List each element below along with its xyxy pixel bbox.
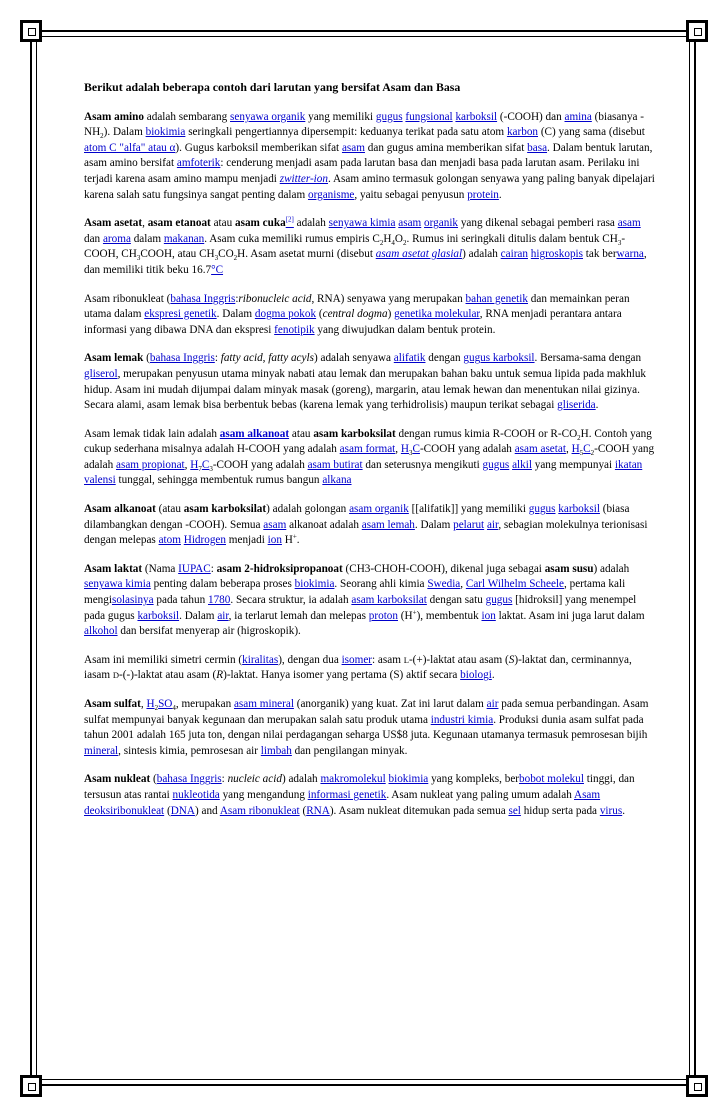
text-run: central dogma — [322, 308, 388, 321]
hyperlink[interactable]: asam — [617, 217, 641, 230]
text-run: dengan satu — [426, 594, 486, 607]
hyperlink[interactable]: DNA — [170, 804, 195, 817]
text-run: + — [292, 532, 297, 541]
text-run: : — [214, 352, 221, 365]
hyperlink[interactable]: ion — [267, 534, 282, 547]
bold-term: Asam alkanoat — [84, 503, 156, 516]
text-run: ( — [143, 352, 150, 365]
text-run: yang memiliki — [305, 110, 376, 123]
hyperlink[interactable]: bahasa Inggris — [170, 292, 236, 305]
text-run: seringkali pengertiannya dipersempit: keduanya terikat pada satu atom — [185, 126, 507, 139]
text-run: . Dalam — [216, 308, 255, 321]
text-run: 2 — [233, 254, 238, 263]
hyperlink[interactable]: bahan genetik — [465, 292, 528, 305]
text-run: , dan memiliki titik beku 16.7 — [84, 248, 647, 276]
text-run: . Asam amino termasuk golongan senyawa yang paling banyak dipelajari karena salah satu fungsinya sangat penting dalam — [84, 172, 655, 201]
hyperlink[interactable]: bobot molekul — [519, 773, 584, 786]
text-run: 2 — [590, 449, 595, 458]
text-run: R — [216, 669, 224, 682]
hyperlink[interactable]: warna — [616, 248, 644, 261]
bold-term: Asam sulfat — [84, 698, 141, 710]
text-run: 2 — [403, 238, 407, 247]
text-run: ( — [164, 804, 171, 817]
hyperlink[interactable]: gugus — [482, 458, 510, 471]
hyperlink[interactable]: alifatik — [393, 352, 426, 365]
text-run: (CH3-CHOH-COOH), dikenal juga sebagai — [342, 562, 545, 575]
text-run: . — [491, 669, 495, 682]
text-run: H. Asam asetat murni (disebut — [237, 248, 376, 261]
bold-term: asam cuka — [235, 217, 286, 230]
paragraph — [84, 216, 658, 278]
text-run: , — [140, 698, 147, 710]
text-run: ( — [150, 773, 157, 786]
text-run: . — [296, 534, 300, 547]
text-run: ( — [299, 804, 307, 817]
text-run: dalam — [130, 232, 164, 245]
text-run: : — [221, 773, 228, 786]
bold-term: asam karboksilat — [183, 503, 267, 516]
text-run: ) adalah — [281, 773, 321, 786]
text-run: (anorganik) yang kuat. Zat ini larut dalam — [293, 698, 487, 710]
text-run: . Bersama-sama dengan — [534, 352, 642, 365]
text-run: 4 — [391, 238, 395, 247]
hyperlink[interactable]: fenotipik — [274, 323, 315, 336]
text-run: , — [565, 443, 572, 456]
hyperlink[interactable]: ikatan valensi — [84, 458, 643, 487]
text-run: . — [622, 804, 625, 817]
paragraph — [84, 351, 658, 413]
hyperlink[interactable]: H — [571, 443, 580, 456]
text-run: , merupakan — [175, 698, 234, 710]
text-run: laktat. Asam ini juga larut dalam — [495, 609, 645, 622]
text-run: tak ber — [583, 248, 617, 261]
text-run: CO — [218, 248, 234, 261]
hyperlink[interactable]: Carl Wilhelm Scheele — [465, 578, 564, 591]
text-run: dan bersifat menyerap air (higroskopik). — [117, 625, 301, 638]
text-run: 3 — [214, 254, 219, 263]
hyperlink[interactable]: industri kimia — [430, 713, 494, 726]
hyperlink[interactable]: H — [146, 698, 155, 710]
hyperlink[interactable]: asam mineral — [233, 698, 294, 710]
bold-term: asam susu — [544, 562, 594, 575]
text-run: [hidroksil] yang menempel pada gugus — [84, 594, 637, 622]
hyperlink[interactable]: karboksil — [558, 503, 600, 516]
text-run: L — [403, 654, 409, 665]
hyperlink[interactable]: H — [400, 443, 409, 456]
text-run: , RNA menjadi perantara antara informasi yang dibawa DNA dan ekspresi — [84, 308, 622, 336]
text-run: ) adalah senyawa — [313, 352, 394, 365]
hyperlink[interactable]: asam alkanoat — [219, 427, 290, 440]
hyperlink[interactable]: asam organik — [349, 503, 409, 516]
text-run: -(-)-laktat atau asam ( — [119, 669, 217, 682]
text-run: 2 — [577, 433, 581, 442]
text-run: -COOH yang adalah — [212, 458, 308, 471]
document-body — [84, 72, 658, 832]
hyperlink[interactable]: isomer — [341, 653, 373, 666]
hyperlink[interactable]: biologi — [460, 669, 492, 682]
text-run: 7 — [198, 465, 202, 474]
text-run: , yaitu sebagai penyusun — [354, 188, 468, 201]
text-run: (C) yang sama (disebut — [538, 126, 645, 139]
text-run: adalah sembarang — [143, 110, 231, 123]
hyperlink[interactable]: Hidrogen — [183, 534, 226, 547]
hyperlink[interactable]: ion — [481, 609, 496, 622]
text-run: atau — [289, 427, 314, 440]
corner-ornament-icon — [686, 1075, 708, 1097]
hyperlink[interactable]: atom — [158, 534, 181, 547]
hyperlink[interactable]: makanan — [163, 232, 205, 245]
hyperlink[interactable]: asam karboksilat — [351, 594, 427, 607]
hyperlink[interactable]: Asam deoksiribonukleat — [84, 788, 601, 817]
hyperlink[interactable]: gugus karboksil — [463, 352, 535, 365]
hyperlink[interactable]: atom C "alfa" atau α — [84, 141, 176, 154]
text-run: tinggi, dan tersusun atas rantai — [84, 773, 635, 801]
text-run: Asam ini memiliki simetri cermin ( — [84, 653, 243, 666]
text-run: H. Contoh yang cukup sederhana misalnya adalah H-COOH yang adalah — [84, 427, 652, 456]
text-run: , — [184, 458, 191, 471]
bold-term: asam 2-hidroksipropanoat — [216, 562, 343, 575]
text-run: alkanoat adalah — [286, 518, 362, 531]
text-run: , RNA) senyawa yang merupakan — [311, 292, 466, 305]
text-run: 2 — [100, 132, 104, 141]
hyperlink[interactable]: Asam ribonukleat — [219, 804, 300, 817]
text-run: . Rumus ini seringkali ditulis dalam bentuk CH — [406, 232, 618, 245]
hyperlink[interactable]: senyawa kimia — [84, 578, 151, 591]
text-run: nucleic acid — [227, 773, 282, 786]
text-run: ). Gugus karboksil memberikan sifat — [175, 141, 342, 154]
hyperlink[interactable]: ekspresi genetik — [144, 308, 217, 321]
hyperlink[interactable]: virus — [599, 804, 623, 817]
text-run: 2 — [379, 238, 384, 247]
bold-term: asam karboksilat — [313, 427, 396, 440]
hyperlink[interactable]: amfoterik — [176, 157, 221, 170]
text-run: Asam ribonukleat ( — [84, 292, 171, 305]
hyperlink[interactable]: genetika molekular — [394, 308, 480, 321]
hyperlink[interactable]: cairan — [500, 248, 528, 261]
hyperlink[interactable]: proton — [368, 609, 398, 622]
hyperlink[interactable]: asam — [341, 141, 365, 154]
hyperlink[interactable]: karboksil — [137, 609, 180, 622]
hyperlink[interactable]: fungsional — [405, 110, 453, 123]
hyperlink[interactable]: gliserol — [84, 367, 118, 380]
text-run: , sebagian molekulnya terionisasi dengan melepas — [84, 518, 648, 547]
paragraph — [84, 653, 658, 684]
text-run: 2 — [154, 704, 159, 713]
text-run: . Dalam bentuk larutan, asam amino bersifat — [84, 141, 653, 170]
text-run: 3 — [209, 465, 213, 474]
hyperlink[interactable]: air — [217, 609, 229, 622]
text-run: : asam — [372, 653, 404, 666]
text-run: (H — [398, 609, 413, 622]
hyperlink[interactable]: alkohol — [84, 625, 118, 638]
hyperlink[interactable]: asam — [263, 518, 287, 531]
hyperlink[interactable]: informasi genetik — [307, 788, 387, 801]
text-run: hidup serta pada — [520, 804, 600, 817]
hyperlink[interactable]: solasinya — [111, 594, 154, 607]
hyperlink[interactable]: asam butirat — [307, 458, 363, 471]
text-run: dengan rumus kimia R-COOH or R-CO — [395, 427, 578, 440]
hyperlink[interactable]: Swedia — [427, 578, 461, 591]
text-run: . Dalam — [414, 518, 454, 531]
text-run: ). Dalam — [103, 126, 146, 139]
text-run: . — [498, 188, 502, 201]
text-run: penting dalam beberapa proses — [150, 578, 295, 591]
hyperlink[interactable]: air — [486, 698, 499, 710]
text-run: yang diwujudkan dalam bentuk protein. — [314, 323, 496, 336]
hyperlink[interactable]: kiralitas — [242, 653, 279, 666]
text-run: -COOH, CH — [84, 232, 626, 261]
text-run: ) adalah — [462, 248, 501, 261]
paragraph — [84, 110, 658, 204]
hyperlink[interactable]: limbah — [260, 744, 292, 757]
text-run: ) and — [194, 804, 220, 817]
hyperlink[interactable]: dogma pokok — [254, 308, 317, 321]
hyperlink[interactable]: alkana — [322, 474, 352, 487]
hyperlink[interactable]: organik — [424, 217, 459, 230]
text-run: menjadi — [226, 534, 268, 547]
hyperlink[interactable]: biokimia — [388, 773, 429, 786]
hyperlink[interactable]: karboksil — [455, 110, 498, 123]
hyperlink[interactable]: asam lemah — [361, 518, 415, 531]
hyperlink[interactable]: gliserida — [557, 399, 596, 412]
text-run: . Asam nukleat yang paling umum adalah — [386, 788, 574, 801]
hyperlink[interactable]: sel — [508, 804, 521, 817]
hyperlink[interactable]: organisme — [308, 188, 355, 201]
text-run: dan gugus amina memberikan sifat — [364, 141, 528, 154]
text-run: H — [281, 534, 293, 547]
hyperlink[interactable]: zwitter-ion — [279, 172, 328, 185]
text-run: )-laktat dan, cerminannya, iasam — [84, 653, 632, 682]
paragraph — [84, 502, 658, 549]
hyperlink[interactable]: pelarut — [453, 518, 485, 531]
text-run: -COOH yang adalah — [419, 443, 515, 456]
text-run: 4 — [172, 704, 176, 713]
hyperlink[interactable]: asam propionat — [116, 458, 185, 471]
text-run: -(+)-laktat atau asam ( — [408, 653, 509, 666]
text-run: atau — [210, 217, 236, 230]
text-run: D — [112, 670, 120, 681]
corner-ornament-icon — [20, 20, 42, 42]
hyperlink[interactable]: 1780 — [207, 594, 231, 607]
text-run: (biasa dilambangkan dengan -COOH). Semua — [84, 503, 630, 531]
text-run: yang mengandung — [219, 788, 308, 801]
text-run: dengan — [425, 352, 464, 365]
text-run: dan seterusnya mengikuti — [362, 458, 483, 471]
hyperlink[interactable]: C — [583, 443, 591, 456]
hyperlink[interactable]: higroskopis — [530, 248, 583, 261]
text-run: ( — [316, 308, 323, 321]
hyperlink[interactable]: IUPAC — [178, 562, 211, 575]
text-run: Asam lemak tidak lain adalah — [84, 427, 220, 440]
text-run: , — [460, 578, 466, 591]
text-run: yang kompleks, ber — [428, 773, 520, 786]
paragraph — [84, 292, 658, 339]
hyperlink[interactable]: bahasa Inggris — [156, 773, 222, 786]
text-run: (-COOH) dan — [497, 110, 565, 123]
hyperlink[interactable]: bahasa Inggris — [149, 352, 215, 365]
hyperlink[interactable]: biokimia — [294, 578, 335, 591]
hyperlink[interactable]: RNA — [306, 804, 330, 817]
text-run: COOH, atau CH — [140, 248, 215, 261]
hyperlink[interactable]: nukleotida — [172, 788, 220, 801]
text-run: , pertama kali mengi — [84, 578, 626, 607]
text-run: ribonucleic acid — [238, 292, 312, 305]
paragraph — [84, 697, 658, 759]
text-run: pada semua perbandingan. Asam sulfat mempunyai banyak kegunaan dan merupakan salah satu produk utama — [84, 698, 649, 726]
hyperlink[interactable]: SO — [158, 698, 173, 710]
bold-term: asam etanoat — [147, 217, 211, 230]
text-run: -COOH yang adalah — [84, 443, 655, 471]
text-run: , sintesis kimia, pemrosesan air — [118, 744, 261, 757]
hyperlink[interactable]: asam format — [339, 443, 396, 456]
document-title: Berikut adalah beberapa contoh dari larutan yang bersifat Asam dan Basa — [84, 80, 461, 94]
text-run: dan pengilangan minyak. — [291, 744, 408, 757]
hyperlink[interactable]: senyawa kimia — [328, 217, 396, 230]
text-run: ) — [387, 308, 395, 321]
bold-term: Asam asetat — [84, 217, 143, 230]
text-run: pada tahun — [153, 594, 208, 607]
paragraph — [84, 772, 658, 819]
hyperlink[interactable]: mineral — [84, 744, 119, 757]
hyperlink[interactable]: asam asetat glasial — [375, 248, 463, 261]
hyperlink[interactable]: gugus — [375, 110, 403, 123]
text-run: ) adalah golongan — [266, 503, 350, 516]
text-run: . — [595, 399, 599, 412]
hyperlink[interactable]: biokimia — [145, 126, 186, 139]
hyperlink[interactable]: gugus — [528, 503, 556, 516]
text-run: dan — [84, 232, 103, 245]
text-run: , — [142, 217, 148, 230]
hyperlink[interactable]: basa — [527, 141, 548, 154]
hyperlink[interactable]: gugus — [485, 594, 513, 607]
corner-ornament-icon — [686, 20, 708, 42]
hyperlink[interactable]: makromolekul — [320, 773, 386, 786]
hyperlink[interactable]: C — [201, 458, 210, 471]
hyperlink[interactable]: C — [412, 443, 420, 456]
text-run: 3 — [617, 238, 622, 247]
hyperlink[interactable]: aroma — [102, 232, 131, 245]
text-run: ) adalah — [593, 562, 630, 575]
bold-term: Asam laktat — [84, 562, 143, 575]
hyperlink[interactable]: H — [190, 458, 199, 471]
text-run: )-laktat. Hanya isomer yang pertama (S) aktif secara — [223, 669, 461, 682]
text-run: (Nama — [142, 562, 179, 575]
bold-term: Asam lemak — [84, 352, 144, 365]
text-run: . Secara struktur, ia adalah — [230, 594, 352, 607]
hyperlink[interactable]: karbon — [506, 126, 539, 139]
text-run: , — [395, 443, 401, 456]
text-run: . Seorang ahli kimia — [334, 578, 428, 591]
text-run: . Dalam — [179, 609, 218, 622]
text-run: ), membentuk — [416, 609, 482, 622]
paragraph-list — [84, 110, 658, 820]
text-run: ). Asam nukleat ditemukan pada semua — [329, 804, 509, 817]
text-run: tunggal, sehingga membentuk rumus bangun — [115, 474, 323, 487]
text-run: , ia terlarut lemah dan melepas — [228, 609, 369, 622]
hyperlink[interactable]: asam asetat — [514, 443, 566, 456]
hyperlink[interactable]: amina — [564, 110, 592, 123]
text-run: yang mempunyai — [531, 458, 615, 471]
text-run: . Produksi dunia asam sulfat pada tahun 2001 adalah 165 juta ton, dengan nilai perdagangan seharga US$8 juta. Kegunaan utamanya termasuk pemrosesan bijih — [84, 713, 648, 742]
hyperlink[interactable]: [2] — [285, 215, 294, 224]
hyperlink[interactable]: alkil — [512, 458, 532, 471]
text-run: (atau — [155, 503, 184, 516]
text-run: 3 — [136, 254, 141, 263]
bold-term: Asam nukleat — [84, 773, 151, 786]
paragraph — [84, 562, 658, 640]
hyperlink[interactable]: air — [486, 518, 499, 531]
text-run: : — [210, 562, 217, 575]
text-run: fatty acid, fatty acyls — [220, 352, 314, 365]
text-run: H — [383, 232, 392, 245]
hyperlink[interactable]: asam — [398, 217, 422, 230]
text-run: dan memainkan peran utama dalam — [84, 292, 630, 321]
text-run: . Asam cuka memiliki rumus empiris C — [204, 232, 380, 245]
text-run: S — [508, 653, 515, 666]
text-run: O — [394, 232, 403, 245]
text-run: 3 — [408, 449, 413, 458]
text-run: + — [412, 607, 417, 616]
text-run: (biasanya -NH — [84, 110, 645, 139]
text-run: ), dengan dua — [278, 653, 342, 666]
hyperlink[interactable]: °C — [211, 263, 224, 276]
bold-term: Asam amino — [84, 110, 144, 123]
text-run: adalah — [293, 217, 329, 230]
text-run: : cenderung menjadi asam pada larutan basa dan menjadi basa pada larutan asam. Perilaku ini terjadi karena asam amino mampu menjadi — [84, 157, 640, 185]
text-run: , merupakan penyusun utama minyak nabati atau lemak dan merupakan bahan baku untuk semua lipida pada makhluk hidup. Asam ini mudah dijumpai dalam minyak masak (goreng), margarin, atau lemak hewan dan menentukan nilai gizinya. Secara alami, asam lemak bisa berbentuk bebas (karena lemak yang terhidrolisis) maupun terikat sebagai — [84, 367, 647, 412]
paragraph — [84, 427, 658, 489]
text-run: : — [235, 292, 239, 305]
text-run: yang dikenal sebagai pemberi rasa — [458, 217, 618, 230]
hyperlink[interactable]: senyawa organik — [230, 110, 306, 123]
text-run: 5 — [579, 449, 584, 458]
corner-ornament-icon — [20, 1075, 42, 1097]
text-run: [[alifatik]] yang memiliki — [408, 503, 529, 516]
hyperlink[interactable]: protein — [467, 188, 499, 201]
